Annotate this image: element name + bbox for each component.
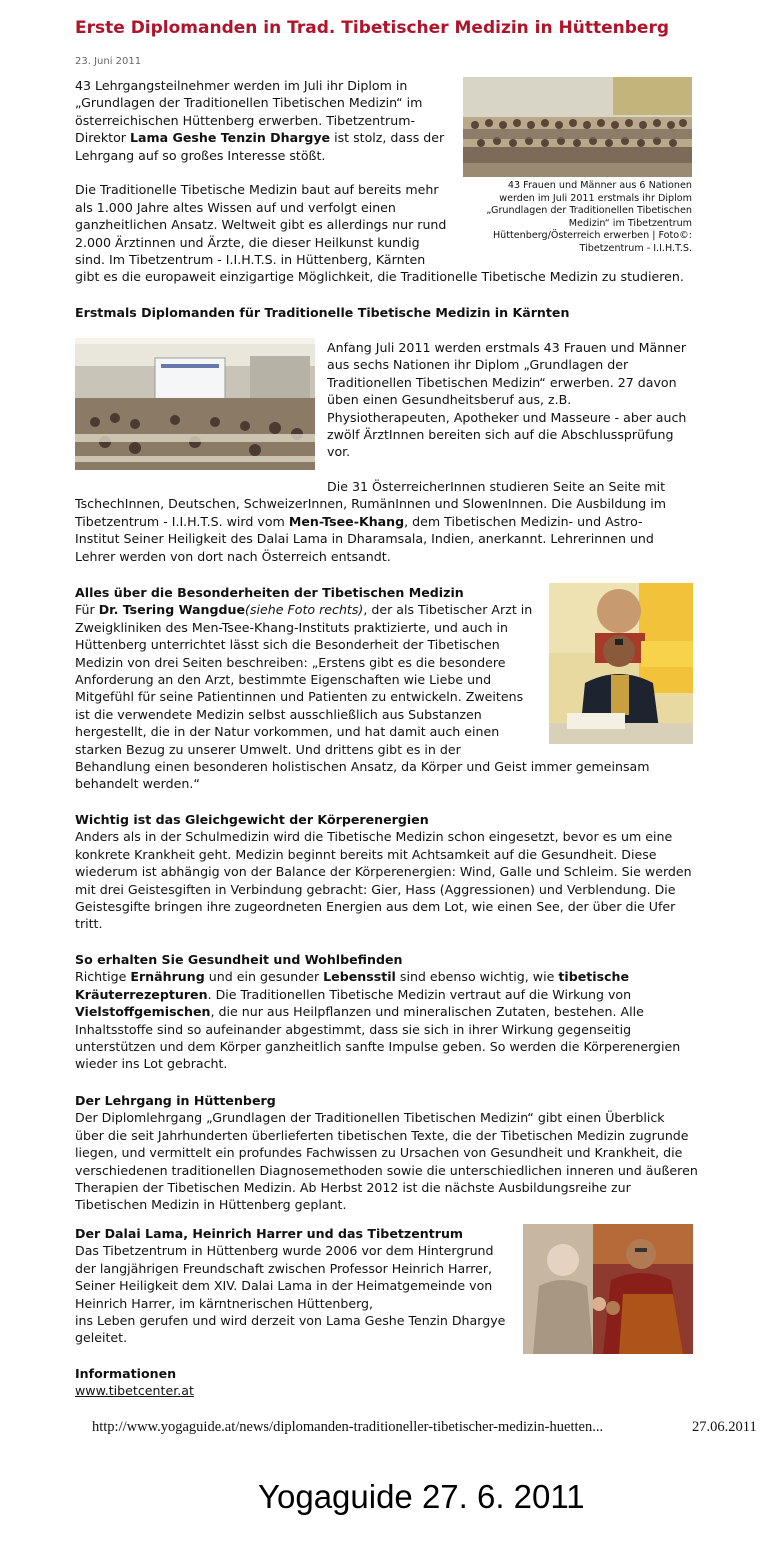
lecture-hall-photo (75, 338, 315, 470)
info-block (75, 1365, 194, 1400)
section-heading: Wichtig ist das Gleichgewicht der Körperenergien (75, 812, 429, 827)
intro-line: Lehrgang auf so großes Interesse stößt. (75, 147, 326, 163)
section1-text-b: Die 31 ÖsterreicherInnen studieren Seite an Seite mit TschechInnen, Deutschen, SchweizerInnen, RumänInnen und SlowenInnen. Die Ausbildung im Tibetzentrum - I.I.H.T.S. wird vom Men-Tsee-Khang, dem Tibetischen Medizin- und Astro- Institut Seiner Heiligkeit des Dalai Lama in Dharamsala, Indien, anerkannt. Lehrerinnen und Lehrer werden von dort nach Österreich entsandt. (75, 479, 667, 564)
intro-line: gibt es die europaweit einzigartige Möglichkeit, die Traditionelle Tibetische Medizin zu studieren. (75, 269, 684, 285)
section5: Der Lehrgang in Hüttenberg Der Diplomlehrgang „Grundlagen der Traditionellen Tibetischen Medizin“ gibt einen Überblick über die seit Jahrhunderten überlieferten tibetischen Texte, die der Tibetischen Medizin zugrunde liegen, und vermittelt ein profundes Fachwissen zu Ursachen von Gesundheit und Krankheit, die verschiedenen traditionellen Diagnosemethoden sowie die unterschiedlichen inneren und äußeren Therapien der Tibetischen Medizin. Ab Herbst 2012 ist die nächste Ausbildungsreihe zur Tibetischen Medizin in Hüttenberg geplant. (75, 1092, 765, 1214)
intro-line: als 1.000 Jahre altes Wissen auf und verfolgt einen (75, 199, 396, 215)
source-label: Yogaguide 27. 6. 2011 (258, 1478, 585, 1515)
section-heading: Erstmals Diplomanden für Traditionelle Tibetische Medizin in Kärnten (75, 305, 570, 320)
intro-line: sind. Im Tibetzentrum - I.I.H.T.S. in Hüttenberg, Kärnten (75, 252, 426, 268)
intro-line: Die Traditionelle Tibetische Medizin baut auf bereits mehr (75, 182, 439, 198)
dalai-lama-harrer-photo (523, 1224, 693, 1354)
section-heading: Alles über die Besonderheiten der Tibetischen Medizin (75, 585, 464, 600)
intro-line: ganzheitlichen Ansatz. Weltweit gibt es allerdings nur rund (75, 217, 447, 233)
group-photo (463, 77, 692, 177)
info-heading: Informationen (75, 1366, 177, 1381)
intro-line: österreichischen Hüttenberg erwerben. Tibetzentrum- (75, 112, 416, 128)
intro-line: 2.000 Ärztinnen und Ärzte, die dieser Heilkunst kundig (75, 234, 420, 250)
group-photo-caption: 43 Frauen und Männer aus 6 Nationen werden im Juli 2011 erstmals ihr Diplom „Grundlagen der Traditionellen Tibetischen Medizin“ im Tibetzentrum Hüttenberg/Österreich erwerben | Foto©: Tibetzentrum - I.I.H.T.S. (486, 180, 692, 254)
tibetcenter-link[interactable]: www.tibetcenter.at (75, 1383, 194, 1399)
intro-line: „Grundlagen der Traditionellen Tibetischen Medizin“ im (75, 95, 423, 111)
article-title: Erste Diplomanden in Trad. Tibetischer Medizin in Hüttenberg (75, 18, 669, 38)
section4: So erhalten Sie Gesundheit und Wohlbefinden Richtige Ernährung und ein gesunder Lebensstil sind ebenso wichtig, wie tibetische Kräuterrezepturen. Die Traditionellen Tibetische Medizin vertraut auf die Wirkung von Vielstoffgemischen, die nur aus Heilpflanzen und mineralischen Zutaten, bestehen. Alle Inhaltsstoffe sind so aufeinander abgestimmt, dass sie sich in ihrer Wirkung gegenseitig unterstützen und dem Körper ganzheitlich sanfte Impulse geben. So werden die Körperenergien wieder ins Lot gebracht. (75, 951, 765, 1073)
article-date: 23. Juni 2011 (75, 56, 142, 67)
section-heading: So erhalten Sie Gesundheit und Wohlbefinden (75, 952, 403, 967)
doctor-photo (549, 583, 693, 744)
print-date: 27.06.2011 (692, 1419, 757, 1435)
section-heading: Der Dalai Lama, Heinrich Harrer und das Tibetzentrum (75, 1226, 464, 1241)
intro-line: 43 Lehrgangsteilnehmer werden im Juli ihr Diplom in (75, 78, 408, 93)
section6: Der Dalai Lama, Heinrich Harrer und das Tibetzentrum Das Tibetzentrum in Hüttenberg wurde 2006 vor dem Hintergrund der langjährigen Freundschaft zwischen Professor Heinrich Harrer, Seiner Heiligkeit dem XIV. Dalai Lama in der Heimatgemeinde von Heinrich Harrer, im kärntnerischen Hüttenberg, ins Leben gerufen und wird derzeit von Lama Geshe Tenzin Dhargye geleitet. (75, 1225, 525, 1347)
section1-text-a: Anfang Juli 2011 werden erstmals 43 Frauen und Männer aus sechs Nationen ihr Diplom „Grundlagen der Traditionellen Tibetischen Medizin“ erwerben. 27 davon üben einen Gesundheitsberuf aus, z.B. Physiotherapeuten, Apotheker und Masseure - aber auch zwölf ÄrztInnen bereiten sich auf die Abschlussprüfung vor. (327, 340, 687, 460)
section3: Wichtig ist das Gleichgewicht der Körperenergien Anders als in der Schulmedizin wird die Tibetische Medizin schon eingesetzt, bevor es um eine konkrete Krankheit geht. Medizin beginnt bereits mit Achtsamkeit auf die Gesundheit. Diese wiederum ist abhängig von der Balance der Körperenergien: Wind, Galle und Schleim. Sie werden mit drei Geistesgiften in Verbindung gebracht: Gier, Hass (Aggressionen) und Verblendung. Die Geistesgifte bringen ihre zugeordneten Energien aus dem Lot, wie einen See, der über die Ufer tritt. (75, 811, 765, 933)
section-heading: Der Lehrgang in Hüttenberg (75, 1093, 276, 1108)
section2: Alles über die Besonderheiten der Tibetischen Medizin Für Dr. Tsering Wangdue(siehe Foto rechts), der als Tibetischer Arzt in Zweigkliniken des Men-Tsee-Khang-Instituts praktizierte, und auch in Hüttenberg unterrichtet lässt sich die Besonderheit der Tibetischen Medizin von drei Seiten beschreiben: „Erstens gibt es die besondere Anforderung an den Arzt, bestimmte Eigenschaften wie Liebe und Mitgefühl für seine Patientinnen und Patienten zu entwickeln. Zweitens ist die verwendete Medizin selbst ausschließlich aus Substanzen hergestellt, die in der Natur vorkommen, und hat damit auch einen starken Bezug zu unserer Umwelt. Und drittens gibt es in der Behandlung einen besonderen holistischen Ansatz, da Körper und Geist immer gemeinsam behandelt werden.“ (75, 584, 765, 793)
intro-line: Direktor Lama Geshe Tenzin Dhargye ist stolz, dass der (75, 130, 445, 146)
print-url: http://www.yogaguide.at/news/diplomanden-traditioneller-tibetischer-medizin-huetten... (92, 1419, 604, 1435)
